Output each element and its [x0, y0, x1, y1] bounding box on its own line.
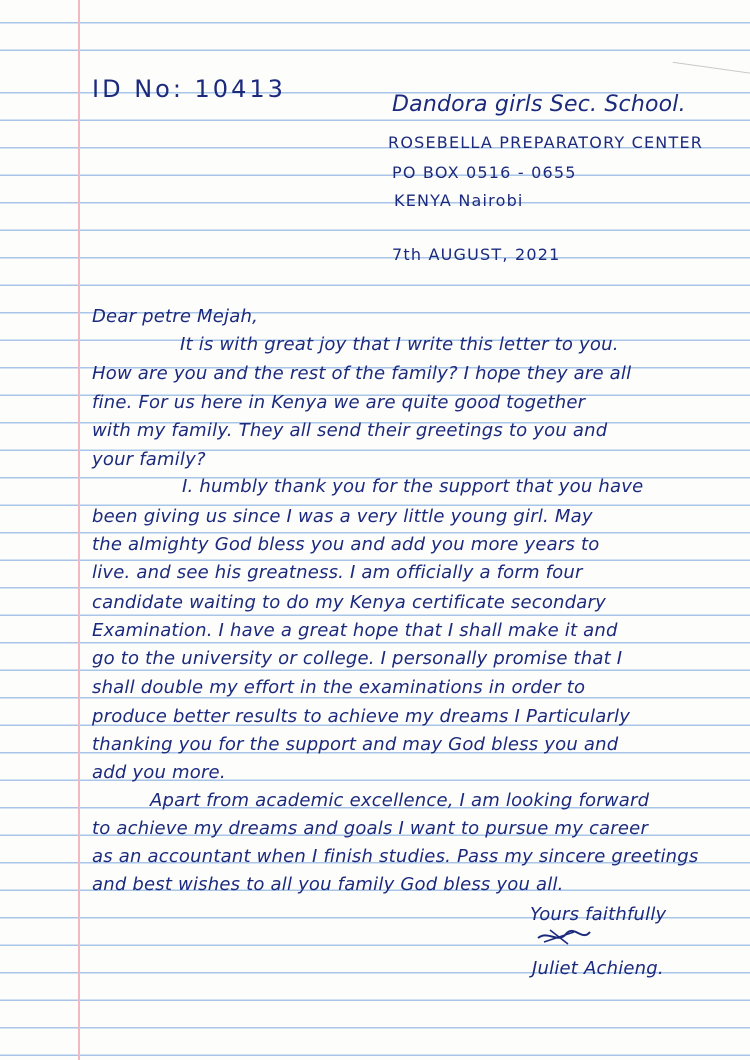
body-line: live. and see his greatness. I am officially a form four — [92, 562, 583, 583]
body-line: How are you and the rest of the family? I hope they are all — [92, 363, 632, 384]
body-line: the almighty God bless you and add you more years to — [92, 534, 600, 555]
margin-line — [78, 0, 80, 1060]
country-city: KENYA Nairobi — [394, 191, 524, 210]
school-name: Dandora girls Sec. School. — [392, 92, 686, 117]
body-line: fine. For us here in Kenya we are quite good together — [92, 392, 586, 413]
body-line: thanking you for the support and may God bless you and — [92, 734, 619, 755]
body-line: add you more. — [92, 762, 226, 783]
body-line: to achieve my dreams and goals I want to pursue my career — [92, 818, 649, 839]
body-line: your family? — [92, 449, 206, 470]
closing: Yours faithfully — [530, 904, 667, 925]
po-box: PO BOX 0516 - 0655 — [392, 163, 577, 182]
body-line: produce better results to achieve my dreams I Particularly — [92, 706, 631, 727]
body-line: as an accountant when I finish studies. Pass my sincere greetings — [92, 846, 699, 867]
signature-name: Juliet Achieng. — [532, 958, 664, 979]
body-line: and best wishes to all you family God bless you all. — [92, 874, 564, 895]
body-line: been giving us since I was a very little young girl. May — [92, 506, 593, 527]
body-line: Examination. I have a great hope that I shall make it and — [92, 620, 618, 641]
letter-date: 7th AUGUST, 2021 — [392, 245, 561, 264]
body-line: It is with great joy that I write this letter to you. — [180, 334, 619, 355]
signature-mark — [534, 926, 594, 948]
center-name: ROSEBELLA PREPARATORY CENTER — [388, 133, 704, 152]
body-line: candidate waiting to do my Kenya certificate secondary — [92, 592, 606, 613]
body-line: with my family. They all send their greetings to you and — [92, 420, 608, 441]
body-line: I. humbly thank you for the support that you have — [182, 476, 644, 497]
body-line: shall double my effort in the examinations in order to — [92, 677, 586, 698]
body-line: Apart from academic excellence, I am looking forward — [150, 790, 650, 811]
salutation: Dear petre Mejah, — [92, 306, 259, 327]
id-number: ID No: 10413 — [92, 75, 286, 103]
body-line: go to the university or college. I personally promise that I — [92, 648, 623, 669]
